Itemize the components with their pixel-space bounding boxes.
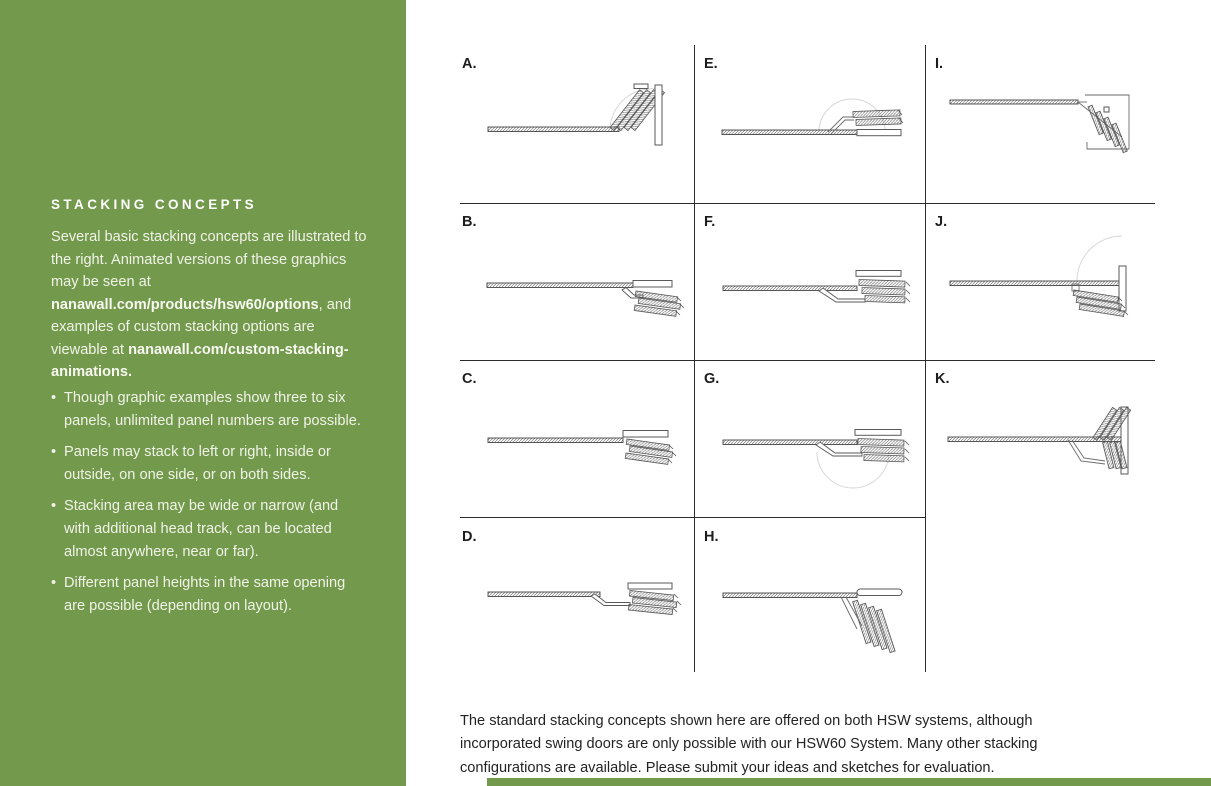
diagram-label-k: K. xyxy=(935,371,950,387)
bullet-marker: • xyxy=(51,498,57,514)
open-panel xyxy=(857,589,902,596)
panel-stack xyxy=(1073,290,1124,316)
panel-stack xyxy=(853,600,896,652)
diagram-d xyxy=(460,517,695,676)
open-panel xyxy=(628,583,672,589)
track xyxy=(723,593,857,598)
diagram-label-c: C. xyxy=(462,371,477,387)
diagram-label-j: J. xyxy=(935,214,948,230)
track xyxy=(487,283,633,288)
track xyxy=(723,440,857,445)
stack-ticks xyxy=(906,282,910,302)
diagram-j xyxy=(925,203,1155,361)
bullet-item xyxy=(51,572,367,618)
diagram-h xyxy=(695,517,925,676)
track xyxy=(950,100,1078,104)
panel-stack xyxy=(858,439,904,462)
bullet-text: Panels may stack to left or right, inside or outside, on one side, or on both sides. xyxy=(64,444,331,483)
diagram-e xyxy=(695,45,925,203)
bullet-text: Different panel heights in the same opening are possible (depending on layout). xyxy=(64,575,346,614)
track xyxy=(950,281,1119,286)
diagram-c xyxy=(460,360,695,517)
bullet-marker: • xyxy=(51,390,57,406)
page-title: STACKING CONCEPTS xyxy=(51,197,258,212)
open-panel xyxy=(633,281,672,288)
intro-text-1: Several basic stacking concepts are illustrated to the right. Animated versions of these graphics may be seen at xyxy=(51,229,367,290)
diagram-label-d: D. xyxy=(462,529,477,545)
connector-arm xyxy=(591,594,630,606)
open-panel xyxy=(857,130,901,136)
track xyxy=(488,592,600,597)
intro-text-2: , and examples of custom stacking options are viewable at xyxy=(51,296,352,358)
panel-stack xyxy=(853,110,901,126)
bullet-text: Though graphic examples show three to six panels, unlimited panel numbers are possible. xyxy=(64,390,361,429)
diagram-i xyxy=(925,45,1155,203)
open-panel xyxy=(623,431,668,438)
track xyxy=(488,127,619,132)
bullet-item xyxy=(51,495,367,564)
bullet-item xyxy=(51,441,367,487)
intro-paragraph xyxy=(51,226,369,384)
diagram-a xyxy=(460,45,695,203)
stack-ticks xyxy=(905,441,909,461)
diagram-label-a: A. xyxy=(462,56,477,72)
wall-post xyxy=(655,85,662,145)
diagram-b xyxy=(460,203,695,361)
footer-note: The standard stacking concepts shown here are offered on both HSW systems, although incorporated swing doors are only possible with our HSW60 System. Many other stacking configurations are available. Please submit your ideas and sketches for evaluation. xyxy=(460,713,1038,776)
track xyxy=(722,130,858,135)
options-url-link[interactable]: nanawall.com/products/hsw60/options xyxy=(51,296,319,313)
diagram-label-g: G. xyxy=(704,371,720,387)
diagram-label-h: H. xyxy=(704,529,719,545)
top-panel xyxy=(634,84,648,89)
panel-stack xyxy=(628,591,676,615)
panel-stack xyxy=(859,280,905,303)
sidebar xyxy=(0,0,406,786)
swing-arc xyxy=(1077,236,1122,281)
connector-arm xyxy=(1068,440,1105,464)
panel-stack xyxy=(625,439,672,464)
bullet-item xyxy=(51,387,367,433)
bottom-accent-bar xyxy=(487,778,1211,786)
diagram-label-e: E. xyxy=(704,56,718,72)
diagram-g xyxy=(695,360,925,517)
pocket-detail xyxy=(1104,107,1109,112)
panel-stack xyxy=(634,291,680,316)
bullet-text: Stacking area may be wide or narrow (and with additional head track, can be located almost anywhere, near or far). xyxy=(64,498,339,560)
diagram-k xyxy=(925,360,1155,517)
bullet-marker: • xyxy=(51,575,57,591)
bullet-marker: • xyxy=(51,444,57,460)
bullet-list xyxy=(51,387,367,626)
custom-stacking-url-link[interactable]: nanawall.com/custom-stacking-animations. xyxy=(51,341,349,380)
diagram-label-b: B. xyxy=(462,214,477,230)
open-panel xyxy=(855,430,901,436)
open-panel xyxy=(856,271,901,277)
diagram-label-i: I. xyxy=(935,56,944,72)
diagram-label-f: F. xyxy=(704,214,716,230)
track xyxy=(723,286,857,291)
diagram-f xyxy=(695,203,925,361)
track xyxy=(488,438,623,443)
